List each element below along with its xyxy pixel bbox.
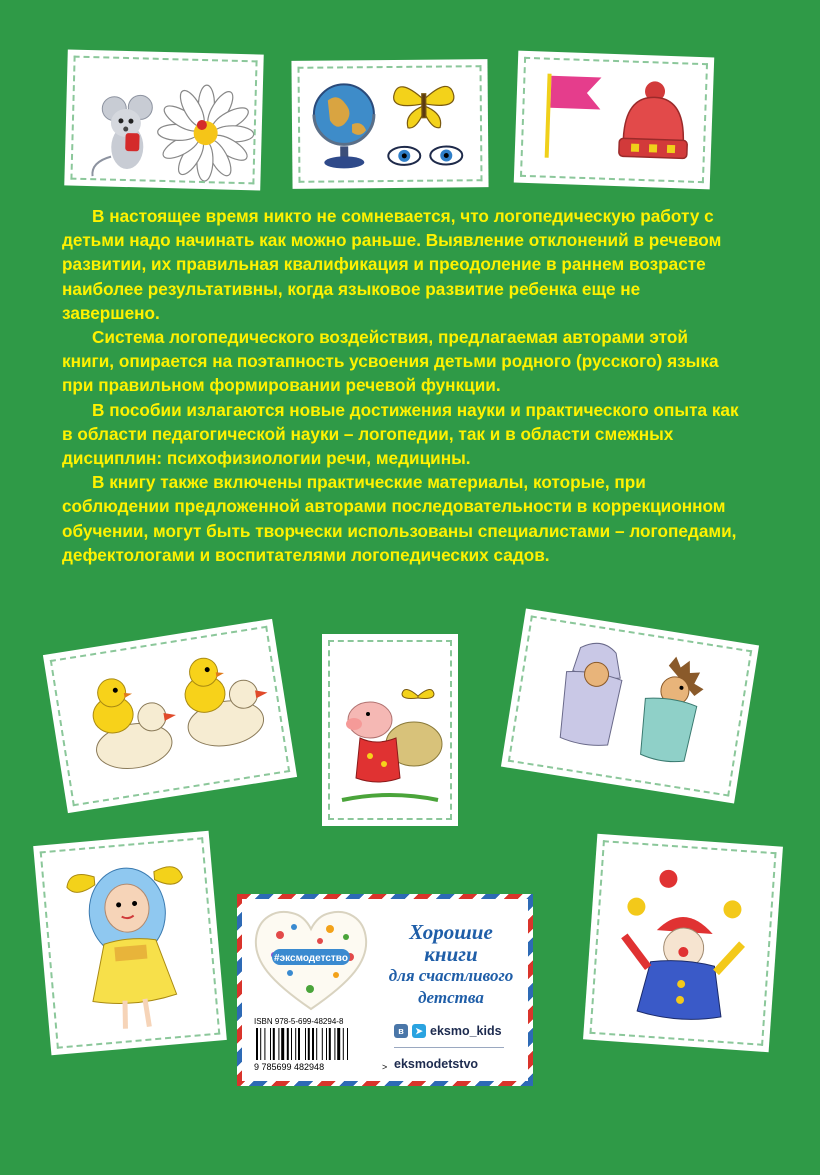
- barcode-number: 9 785699 482948: [254, 1062, 325, 1072]
- card-chicks-ducks: [43, 619, 297, 813]
- social-row-kids: [394, 1021, 524, 1041]
- telegram-icon: ➤: [412, 1024, 426, 1038]
- barcode-bar: [278, 1028, 279, 1060]
- card-piglet: [322, 634, 458, 826]
- social-row-site: [394, 1054, 524, 1074]
- chicks-and-ducks-icon: [43, 619, 297, 813]
- barcode-bar: [305, 1028, 306, 1060]
- card-mouse-daisy: [64, 49, 263, 190]
- barcode-bar: [270, 1028, 271, 1060]
- slogan-line-1: Хорошие: [409, 920, 493, 944]
- barcode: [252, 1028, 390, 1072]
- barcode-bar: [256, 1028, 258, 1060]
- barcode-bar: [316, 1028, 317, 1060]
- card-flag-hat: [514, 51, 714, 190]
- paragraph-3: В пособии излагаются новые достижения науки и практического опыта как в области педагогической науки – логопедии, так и в области смежных дисциплин: психофизиологии речи, медицины.: [62, 399, 739, 469]
- barcode-bar: [260, 1028, 261, 1060]
- piglet-icon: [322, 634, 458, 826]
- paragraph-2: Система логопедического воздействия, предлагаемая авторами этой книги, опирается на поэтапность усвоения детьми родного (русского) языка при правильном формировании речевой функции.: [62, 327, 719, 396]
- barcode-bar: [287, 1028, 289, 1060]
- paragraph-1: В настоящее время никто не сомневается, что логопедическую работу с детьми надо начинать как можно раньше. Выявление отклонений в речевом развитии, их правильная квалификация и преодоление в раннем возрасте наиболее результативны, когда языковое развитие ребенка еще не завершено.: [62, 206, 722, 323]
- barcode-bar: [337, 1028, 340, 1060]
- barcode-bar: [281, 1028, 284, 1060]
- globe-butterfly-eyes-icon: [291, 59, 488, 189]
- social-handle[interactable]: eksmo_kids: [430, 1024, 502, 1038]
- paragraph-4: В книгу также включены практические материалы, которые, при соблюдении предложенной авторами последовательности в коррекционном обучении, могут быть творчески использованы специалистами – логопедами, дефектологами и воспитателями логопедических садов.: [62, 472, 737, 565]
- website-handle[interactable]: eksmodetstvo: [394, 1057, 479, 1071]
- barcode-bar: [326, 1028, 327, 1060]
- mouse-and-daisy-icon: [64, 49, 263, 190]
- barcode-bar: [264, 1028, 265, 1060]
- description-text: [62, 204, 742, 567]
- barcode-bar: [347, 1028, 348, 1060]
- barcode-bar: [343, 1028, 344, 1060]
- slogan-line-2: книги: [424, 942, 478, 966]
- barcode-bar: [295, 1028, 296, 1060]
- barcode-bar: [322, 1028, 323, 1060]
- heart-logo-icon: [250, 905, 372, 1017]
- hedgehogs-icon: [501, 609, 759, 804]
- barcode-bar: [273, 1028, 275, 1060]
- barcode-bar: [334, 1028, 335, 1060]
- doll-icon: [33, 831, 227, 1056]
- slogan-line-3: для счастливого: [388, 966, 514, 985]
- card-globe-butterfly-eyes: [291, 59, 488, 189]
- card-clown: [583, 834, 783, 1052]
- hashtag-text: #эксмодетство: [274, 953, 348, 964]
- barcode-arrow: >: [382, 1062, 388, 1072]
- card-hedgehogs: [501, 609, 759, 804]
- slogan: [376, 921, 526, 1009]
- card-doll: [33, 831, 227, 1056]
- slogan-line-4: детства: [418, 988, 484, 1007]
- social-links: [394, 1021, 524, 1074]
- barcode-bar: [291, 1028, 292, 1060]
- barcode-bar: [312, 1028, 314, 1060]
- clown-icon: [583, 834, 783, 1052]
- publisher-label: [237, 894, 533, 1086]
- isbn-text: ISBN 978-5-699-48294-8: [254, 1017, 344, 1026]
- barcode-bar: [298, 1028, 300, 1060]
- barcode-bar: [329, 1028, 331, 1060]
- social-divider: [394, 1047, 504, 1048]
- flag-and-hat-icon: [514, 51, 714, 190]
- vk-icon: в: [394, 1024, 408, 1038]
- barcode-bar: [308, 1028, 310, 1060]
